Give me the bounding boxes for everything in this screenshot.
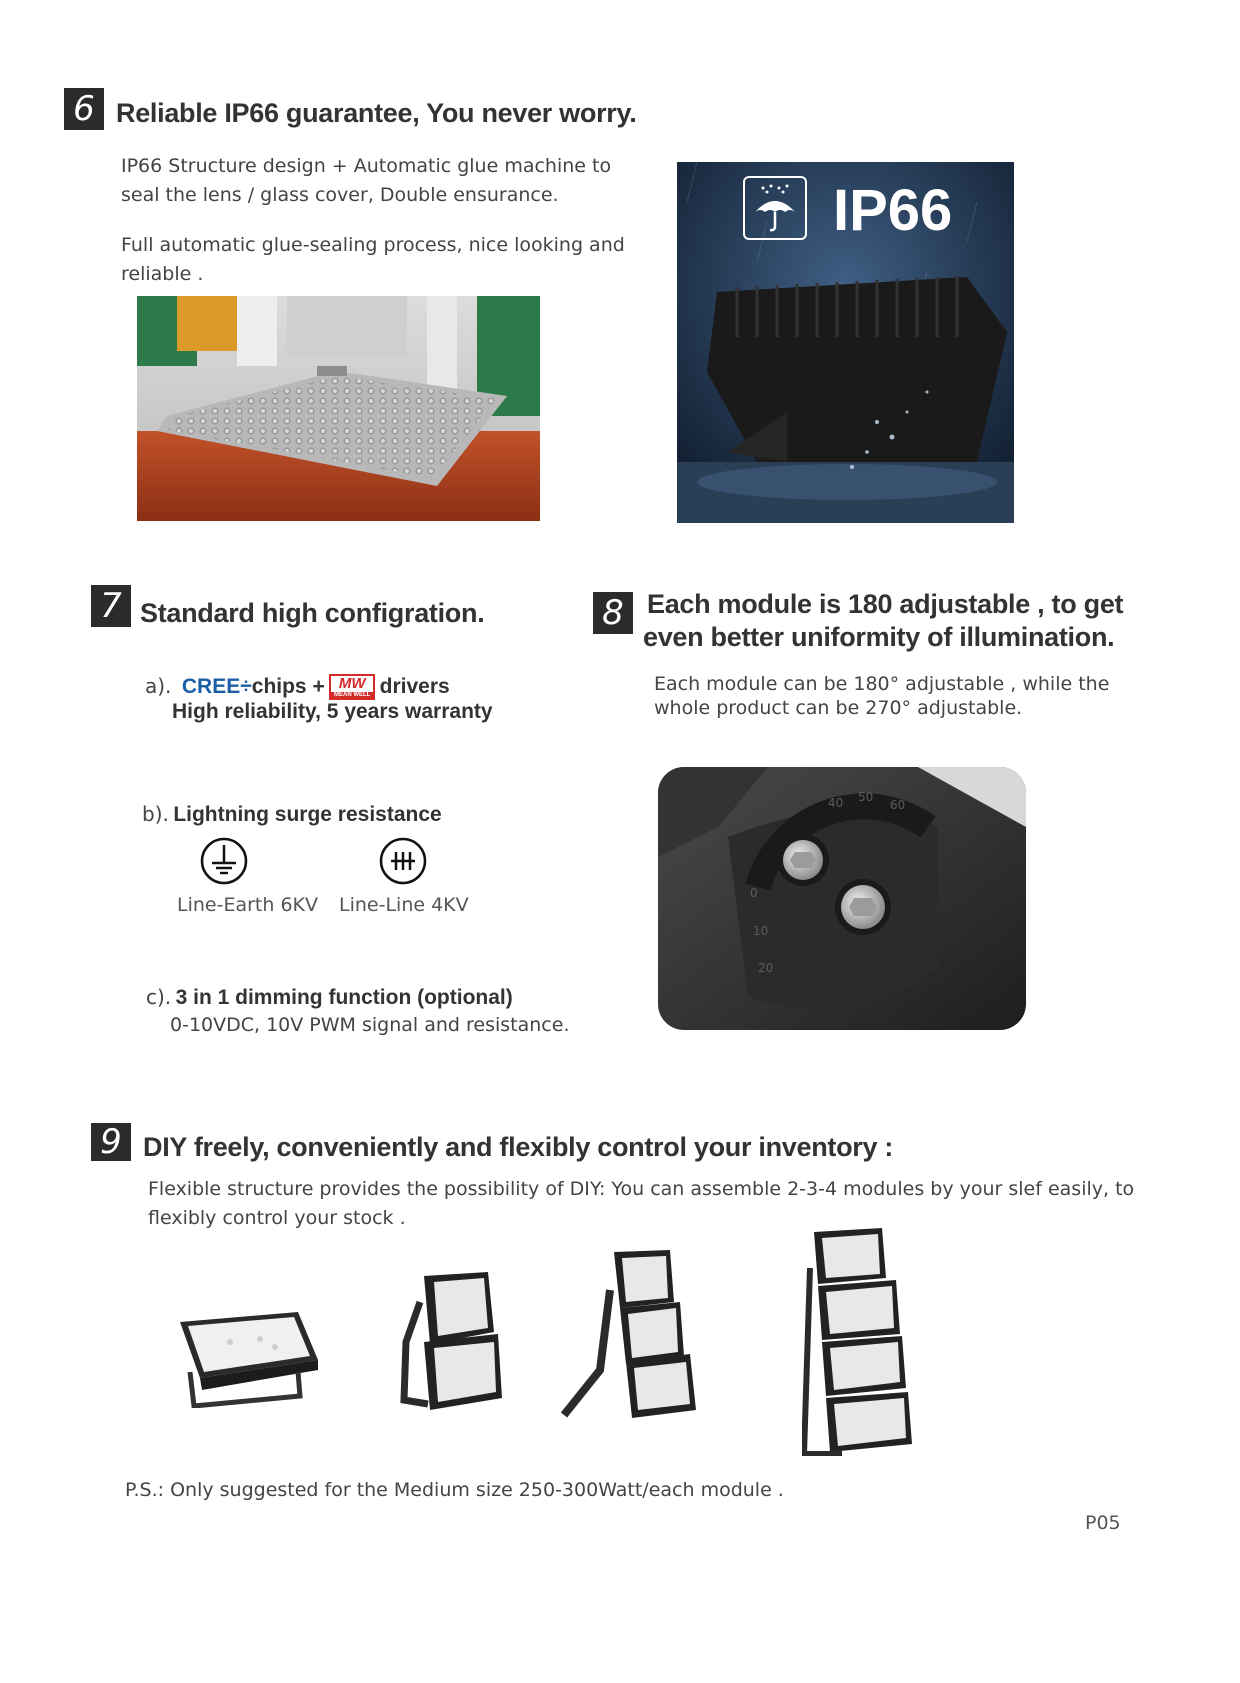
- para-line: Each module can be 180° adjustable , while the: [654, 673, 1110, 695]
- product-3-modules: [560, 1250, 700, 1425]
- section-6-paragraph-1: [121, 152, 611, 210]
- dimming-detail: 0-10VDC, 10V PWM signal and resistance.: [170, 1014, 570, 1036]
- svg-text:10: 10: [753, 924, 769, 938]
- umbrella-rain-icon: [743, 176, 807, 240]
- config-item-c: [146, 983, 569, 1037]
- svg-text:20: 20: [758, 961, 774, 975]
- warranty-line: High reliability, 5 years warranty: [172, 700, 493, 723]
- section-9-number: 9: [91, 1123, 131, 1161]
- para-line: seal the lens / glass cover, Double ensurance.: [121, 184, 559, 206]
- item-prefix: b).: [142, 802, 169, 826]
- para-line: reliable .: [121, 263, 204, 285]
- product-1-module: [180, 1312, 320, 1413]
- section-6-title: Reliable IP66 guarantee, You never worry.: [116, 98, 637, 128]
- glue-machine-illustration: [137, 296, 540, 521]
- line-earth-caption: Line-Earth 6KV: [177, 894, 318, 916]
- config-item-a: [145, 672, 493, 724]
- section-8-title: [643, 588, 1123, 654]
- section-6-number: 6: [64, 88, 104, 130]
- para-line: Flexible structure provides the possibility of DIY: You can assemble 2-3-4 modules by your slef easily, to: [148, 1178, 1135, 1200]
- cree-logo-mark: ÷: [240, 675, 252, 698]
- adjustable-bracket-photo: [658, 767, 1026, 1030]
- cree-logo: CREE: [181, 675, 241, 698]
- section-7-number: 7: [91, 585, 131, 627]
- mw-logo-sub: MEAN WELL: [331, 692, 373, 699]
- section-9-title: DIY freely, conveniently and flexibly control your inventory :: [143, 1132, 894, 1162]
- config-item-b: [142, 800, 442, 831]
- line-line-caption: Line-Line 4KV: [339, 894, 469, 916]
- section-7-title: Standard high configration.: [140, 598, 485, 628]
- svg-text:50: 50: [858, 790, 874, 804]
- para-line: Full automatic glue-sealing process, nice looking and: [121, 234, 625, 256]
- drivers-text: drivers: [379, 675, 450, 698]
- section-8-number: 8: [593, 592, 633, 634]
- section-8-paragraph: [654, 672, 1109, 720]
- meanwell-logo: [329, 674, 375, 700]
- para-line: whole product can be 270° adjustable.: [654, 697, 1023, 719]
- line-line-symbol-icon: [379, 837, 427, 890]
- svg-text:0: 0: [750, 886, 758, 900]
- ps-note: P.S.: Only suggested for the Medium size 250-300Watt/each module .: [125, 1479, 784, 1501]
- item-prefix: c).: [146, 985, 172, 1009]
- para-line: flexibly control your stock .: [148, 1207, 406, 1229]
- product-4-modules: [802, 1228, 914, 1461]
- glue-machine-photo: [137, 296, 540, 521]
- svg-text:40: 40: [828, 796, 844, 810]
- title-line: even better uniformity of illumination.: [643, 622, 1115, 652]
- para-line: IP66 Structure design + Automatic glue machine to: [121, 155, 612, 177]
- ip66-waterproof-photo: [677, 162, 1014, 523]
- chips-text: chips +: [251, 675, 325, 698]
- dimming-title: 3 in 1 dimming function (optional): [175, 986, 513, 1009]
- mw-logo-letters: MW: [338, 674, 366, 692]
- svg-text:60: 60: [890, 798, 906, 812]
- item-prefix: a).: [145, 674, 172, 698]
- ground-symbol-icon: [200, 837, 248, 890]
- surge-title: Lightning surge resistance: [173, 803, 442, 826]
- page-number: P05: [1085, 1512, 1121, 1534]
- ip66-badge: IP66: [833, 178, 953, 243]
- title-line: Each module is 180 adjustable , to get: [647, 589, 1124, 619]
- section-9-paragraph: [148, 1175, 1148, 1233]
- bracket-illustration: [658, 767, 1026, 1030]
- product-2-modules: [398, 1272, 504, 1419]
- section-6-paragraph-2: [121, 231, 625, 289]
